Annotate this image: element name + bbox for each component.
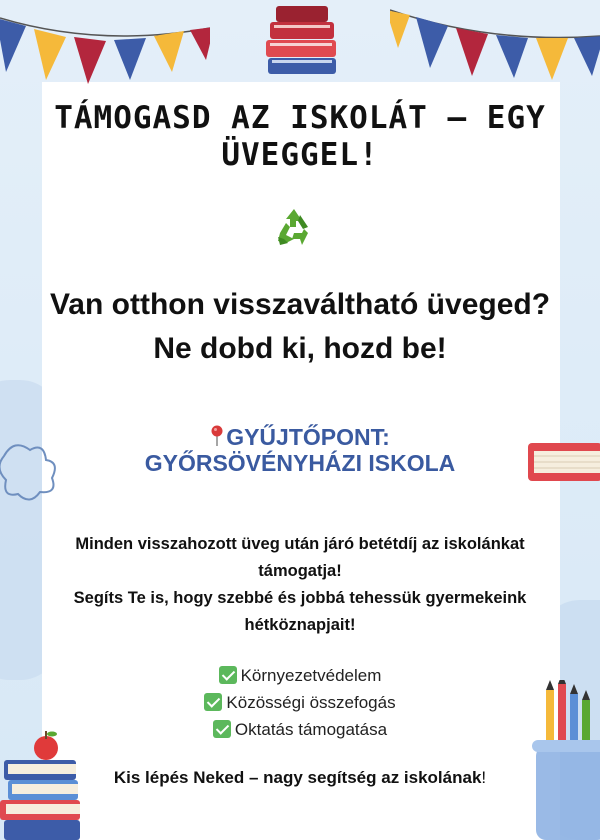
question-line-1: Van otthon visszaváltható üveged? <box>49 288 551 321</box>
footer-exclamation: ! <box>481 768 487 787</box>
recycle-icon <box>272 205 316 249</box>
list-item: Közösségi összefogás <box>0 689 600 716</box>
question-line-2: Ne dobd ki, hozd be! <box>153 332 447 365</box>
cloud-icon <box>0 436 62 508</box>
footer-bold-text: Kis lépés Neked – nagy segítség az iskolának <box>113 768 482 787</box>
title-line-2: ÜVEGGEL! <box>221 137 379 173</box>
book-icon <box>528 437 600 489</box>
bunting-flags-right <box>390 0 600 85</box>
headline-question <box>0 283 600 371</box>
collection-school: GYŐRSÖVÉNYHÁZI ISKOLA <box>144 450 456 476</box>
body-line-1: Minden visszahozott üveg után járó betétdíj az iskolánkat <box>75 535 525 553</box>
list-item: Oktatás támogatása <box>0 716 600 743</box>
pushpin-icon <box>210 425 224 447</box>
body-line-3: Segíts Te is, hogy szebbé és jobbá tehessük gyermekeink <box>73 589 527 607</box>
body-line-2: támogatja! <box>258 562 342 580</box>
check-icon <box>204 693 222 711</box>
collection-point <box>0 424 600 476</box>
books-stack-icon <box>262 0 342 80</box>
check-icon <box>213 720 231 738</box>
body-line-4: hétköznapjait! <box>244 616 356 634</box>
footer-slogan <box>0 768 600 788</box>
title-line-1: TÁMOGASD AZ ISKOLÁT – EGY <box>54 100 546 136</box>
benefits-list <box>0 662 600 743</box>
list-item: Környezetvédelem <box>0 662 600 689</box>
check-icon <box>219 666 237 684</box>
pencil-cup-icon <box>528 680 600 840</box>
collection-label: GYŰJTŐPONT: <box>226 424 390 450</box>
bunting-flags-left <box>0 0 210 85</box>
page-title <box>0 100 600 174</box>
books-apple-icon <box>0 728 84 840</box>
body-text <box>0 531 600 639</box>
